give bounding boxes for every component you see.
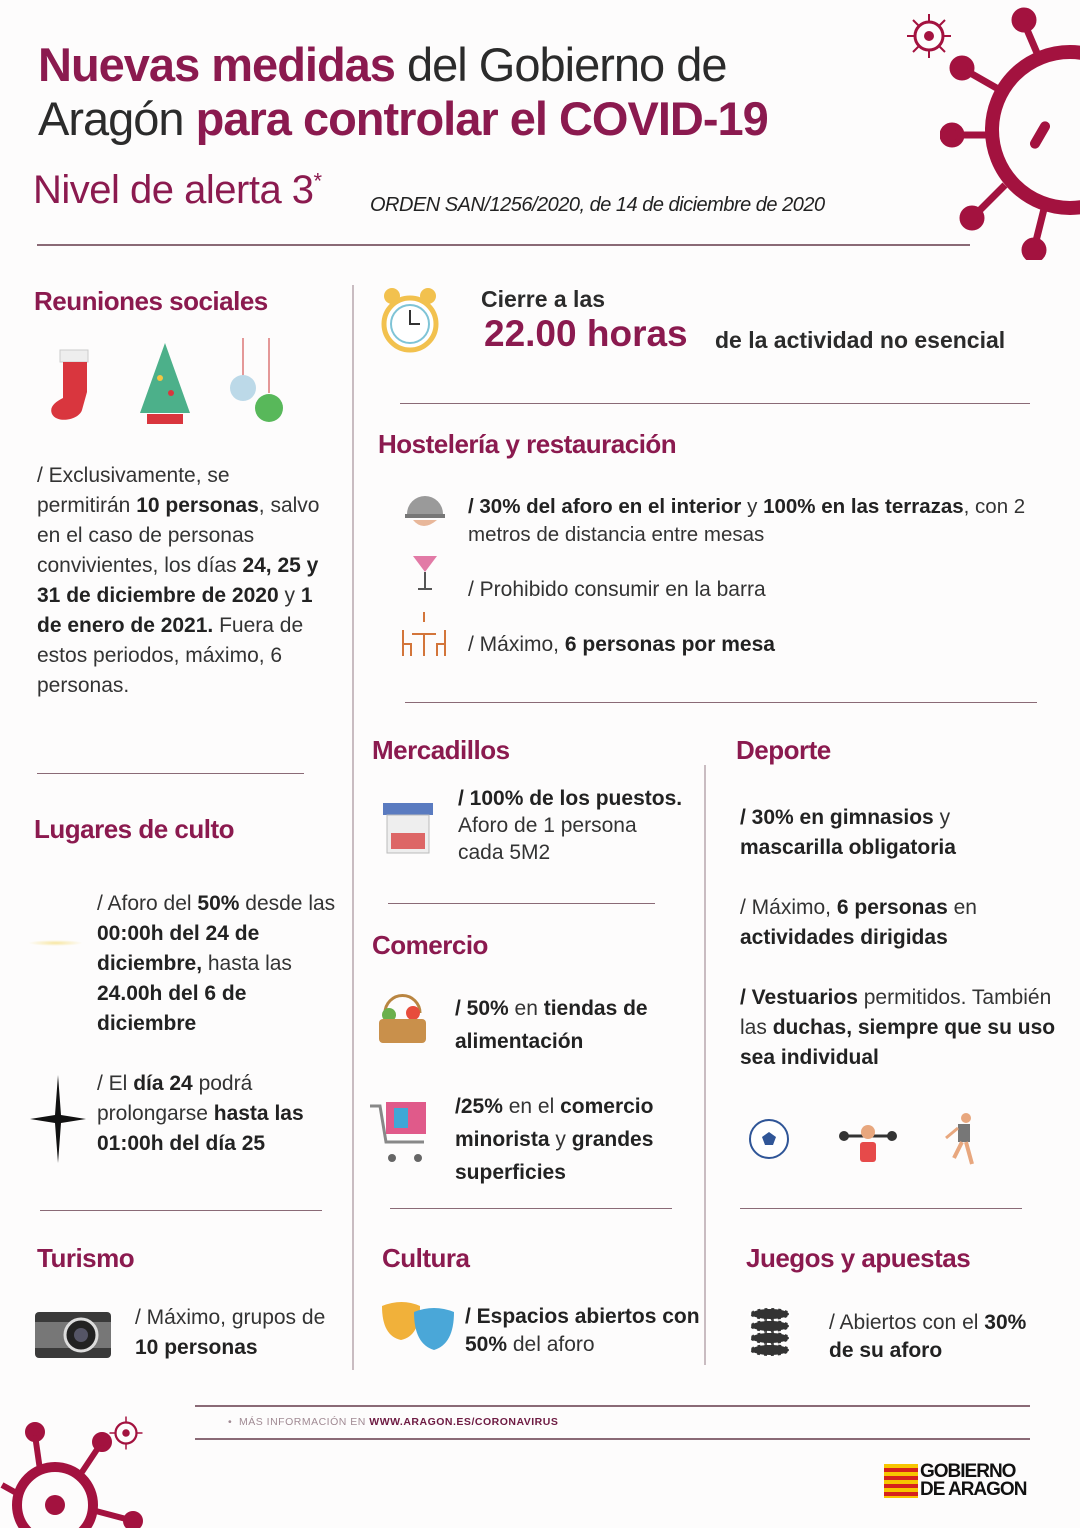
text-segment: para controlar el COVID-19: [195, 92, 768, 145]
casino-chips-icon: [748, 1302, 792, 1358]
christmas-tree-icon: [135, 338, 195, 428]
culto-text-1: [97, 889, 347, 1039]
text-segment: / Máximo,: [468, 633, 565, 656]
culto-text-2: [97, 1069, 337, 1159]
text-segment: en: [508, 997, 544, 1020]
text-segment: en el: [502, 1095, 561, 1118]
more-info-label: MÁS INFORMACIÓN EN: [239, 1416, 370, 1428]
cierre-rest: de la actividad no esencial: [715, 327, 1006, 353]
section-heading-turismo: Turismo: [37, 1243, 135, 1273]
table-chairs-icon: [400, 612, 448, 658]
column-divider: [704, 765, 706, 1365]
order-reference: ORDEN SAN/1256/2020, de 14 de diciembre de 2020: [370, 194, 825, 216]
text-segment: / 50%: [455, 997, 509, 1020]
hosteleria-item-1: [468, 493, 1038, 549]
juegos-text: [829, 1309, 1029, 1365]
divider: [740, 1208, 1022, 1209]
text-segment: 10 personas: [135, 1336, 258, 1359]
bullet: •: [228, 1416, 240, 1428]
divider: [37, 773, 304, 774]
text-segment: / Exclusivamente, se permitirán: [37, 464, 230, 517]
deporte-item-3: [740, 983, 1060, 1073]
text-segment: permitidos. También las: [740, 986, 1052, 1039]
deporte-item-1: [740, 803, 1040, 863]
cierre-label: Cierre a las: [481, 286, 606, 312]
section-heading-hosteleria: Hostelería y restauración: [378, 429, 677, 459]
divider: [405, 702, 1037, 703]
text-segment: tiendas de alimentación: [455, 997, 648, 1053]
text-segment: 10 personas: [136, 494, 259, 517]
text-segment: actividades dirigidas: [740, 926, 948, 949]
text-segment: y: [741, 495, 764, 518]
text-segment: / Espacios abiertos con 50%: [465, 1305, 700, 1356]
alert-footnote-mark: *: [313, 168, 322, 194]
text-segment: Fuera de estos periodos, máximo, 6 personas.: [37, 614, 304, 697]
divider: [195, 1405, 1030, 1407]
more-info-link[interactable]: WWW.ARAGON.ES/CORONAVIRUS: [369, 1416, 559, 1428]
cocktail-icon: [412, 550, 438, 592]
section-heading-cultura: Cultura: [382, 1243, 470, 1273]
text-segment: / Prohibido consumir en la barra: [468, 578, 766, 601]
text-segment: comercio minorista: [455, 1095, 654, 1151]
title-line-1: [38, 38, 918, 92]
text-segment: desde las: [239, 892, 336, 915]
section-heading-comercio: Comercio: [372, 930, 488, 960]
text-segment: 00:00h del 24 de diciembre,: [97, 922, 260, 975]
divider: [37, 244, 970, 246]
text-segment: / 100% de los puestos.: [458, 787, 683, 810]
camera-icon: [35, 1308, 111, 1358]
text-segment: / 30% en gimnasios: [740, 806, 934, 829]
christmas-ornaments-icon: [225, 338, 285, 428]
turismo-text: [135, 1303, 335, 1363]
text-segment: del aforo: [507, 1333, 595, 1356]
text-segment: 6 personas por mesa: [564, 633, 775, 656]
text-segment: 50%: [197, 892, 240, 915]
star-sparkle-icon: [30, 1075, 86, 1163]
column-divider: [352, 285, 354, 1370]
divider: [388, 903, 655, 904]
text-segment: día 24: [133, 1072, 193, 1095]
text-segment: y: [933, 806, 951, 829]
hosteleria-item-3: [468, 630, 968, 660]
text-segment: del Gobierno de: [394, 38, 727, 91]
logo-line-1: GOBIERNO: [920, 1461, 1016, 1482]
reuniones-text: [37, 461, 322, 701]
text-segment: , salvo en el caso de personas convivientes, los días: [37, 494, 320, 577]
weightlifter-icon: [838, 1118, 898, 1166]
text-segment: / Máximo,: [740, 896, 837, 919]
market-stall-icon: [383, 803, 433, 855]
divider: [195, 1438, 1030, 1440]
section-heading-reuniones: Reuniones sociales: [34, 286, 268, 316]
divider: [400, 403, 1030, 404]
text-segment: / 30% del aforo en el interior: [468, 495, 742, 518]
text-segment: /25%: [455, 1095, 503, 1118]
alert-level: Nivel de alerta 3: [33, 168, 314, 212]
christmas-stocking-icon: [45, 340, 100, 425]
comercio-item-2: [455, 1090, 700, 1189]
text-segment: 24, 25 y 31 de diciembre de 2020: [37, 554, 319, 607]
section-heading-deporte: Deporte: [736, 735, 831, 765]
serving-cloche-icon: [403, 490, 447, 532]
text-segment: Aragón: [38, 92, 196, 145]
runner-icon: [940, 1112, 980, 1170]
soccer-ball-icon: [748, 1118, 790, 1160]
gobierno-aragon-logo: [884, 1463, 1026, 1499]
grocery-basket-icon: [375, 993, 430, 1045]
text-segment: y: [278, 584, 301, 607]
deporte-item-2: [740, 893, 1040, 953]
section-heading-mercadillos: Mercadillos: [372, 735, 510, 765]
text-segment: / Aforo del: [97, 892, 198, 915]
text-segment: duchas, siempre que su uso sea individual: [740, 1016, 1056, 1069]
text-segment: mascarilla obligatoria: [740, 836, 956, 859]
text-segment: grandes superficies: [455, 1128, 654, 1184]
text-segment: hasta las 01:00h del día 25: [97, 1102, 304, 1155]
title-line-2: [38, 92, 918, 146]
cierre-time: 22.00 horas: [484, 313, 688, 354]
text-segment: / Vestuarios: [740, 986, 858, 1009]
logo-line-2: DE ARAGON: [920, 1479, 1027, 1500]
text-segment: 100% en las terrazas: [763, 495, 964, 518]
section-heading-culto: Lugares de culto: [34, 814, 235, 844]
small-virus-icon-bottom: [108, 1415, 144, 1451]
comercio-item-1: [455, 992, 695, 1058]
mercadillos-text: [458, 785, 683, 866]
text-segment: 1 de enero de 2021.: [37, 584, 313, 637]
virus-icon: [940, 0, 1080, 260]
alarm-clock-icon: [380, 284, 440, 359]
text-segment: / Máximo, grupos de: [135, 1306, 326, 1329]
text-segment: / El: [97, 1072, 134, 1095]
text-segment: 24.00h del 6 de diciembre: [97, 982, 247, 1035]
section-heading-juegos: Juegos y apuestas: [746, 1243, 971, 1273]
divider: [40, 1210, 322, 1211]
text-segment: en: [947, 896, 977, 919]
divider: [390, 1208, 672, 1209]
aragon-flag-icon: [884, 1464, 918, 1498]
text-segment: / Abiertos con el: [829, 1311, 985, 1334]
text-segment: Nuevas medidas: [38, 38, 395, 91]
shopping-cart-icon: [368, 1100, 430, 1166]
text-segment: Aforo de 1 persona cada 5M2: [458, 814, 637, 864]
text-segment: 30% de su aforo: [829, 1311, 1027, 1362]
text-segment: podrá prolongarse: [97, 1072, 253, 1125]
text-segment: hasta las: [202, 952, 292, 975]
glow-icon: [28, 940, 83, 946]
hosteleria-item-2: [468, 575, 968, 605]
text-segment: 6 personas: [836, 896, 948, 919]
text-segment: , con 2 metros de distancia entre mesas: [468, 495, 1026, 546]
text-segment: y: [549, 1128, 572, 1151]
theatre-masks-icon: [380, 1300, 456, 1354]
cultura-text: [465, 1303, 700, 1359]
